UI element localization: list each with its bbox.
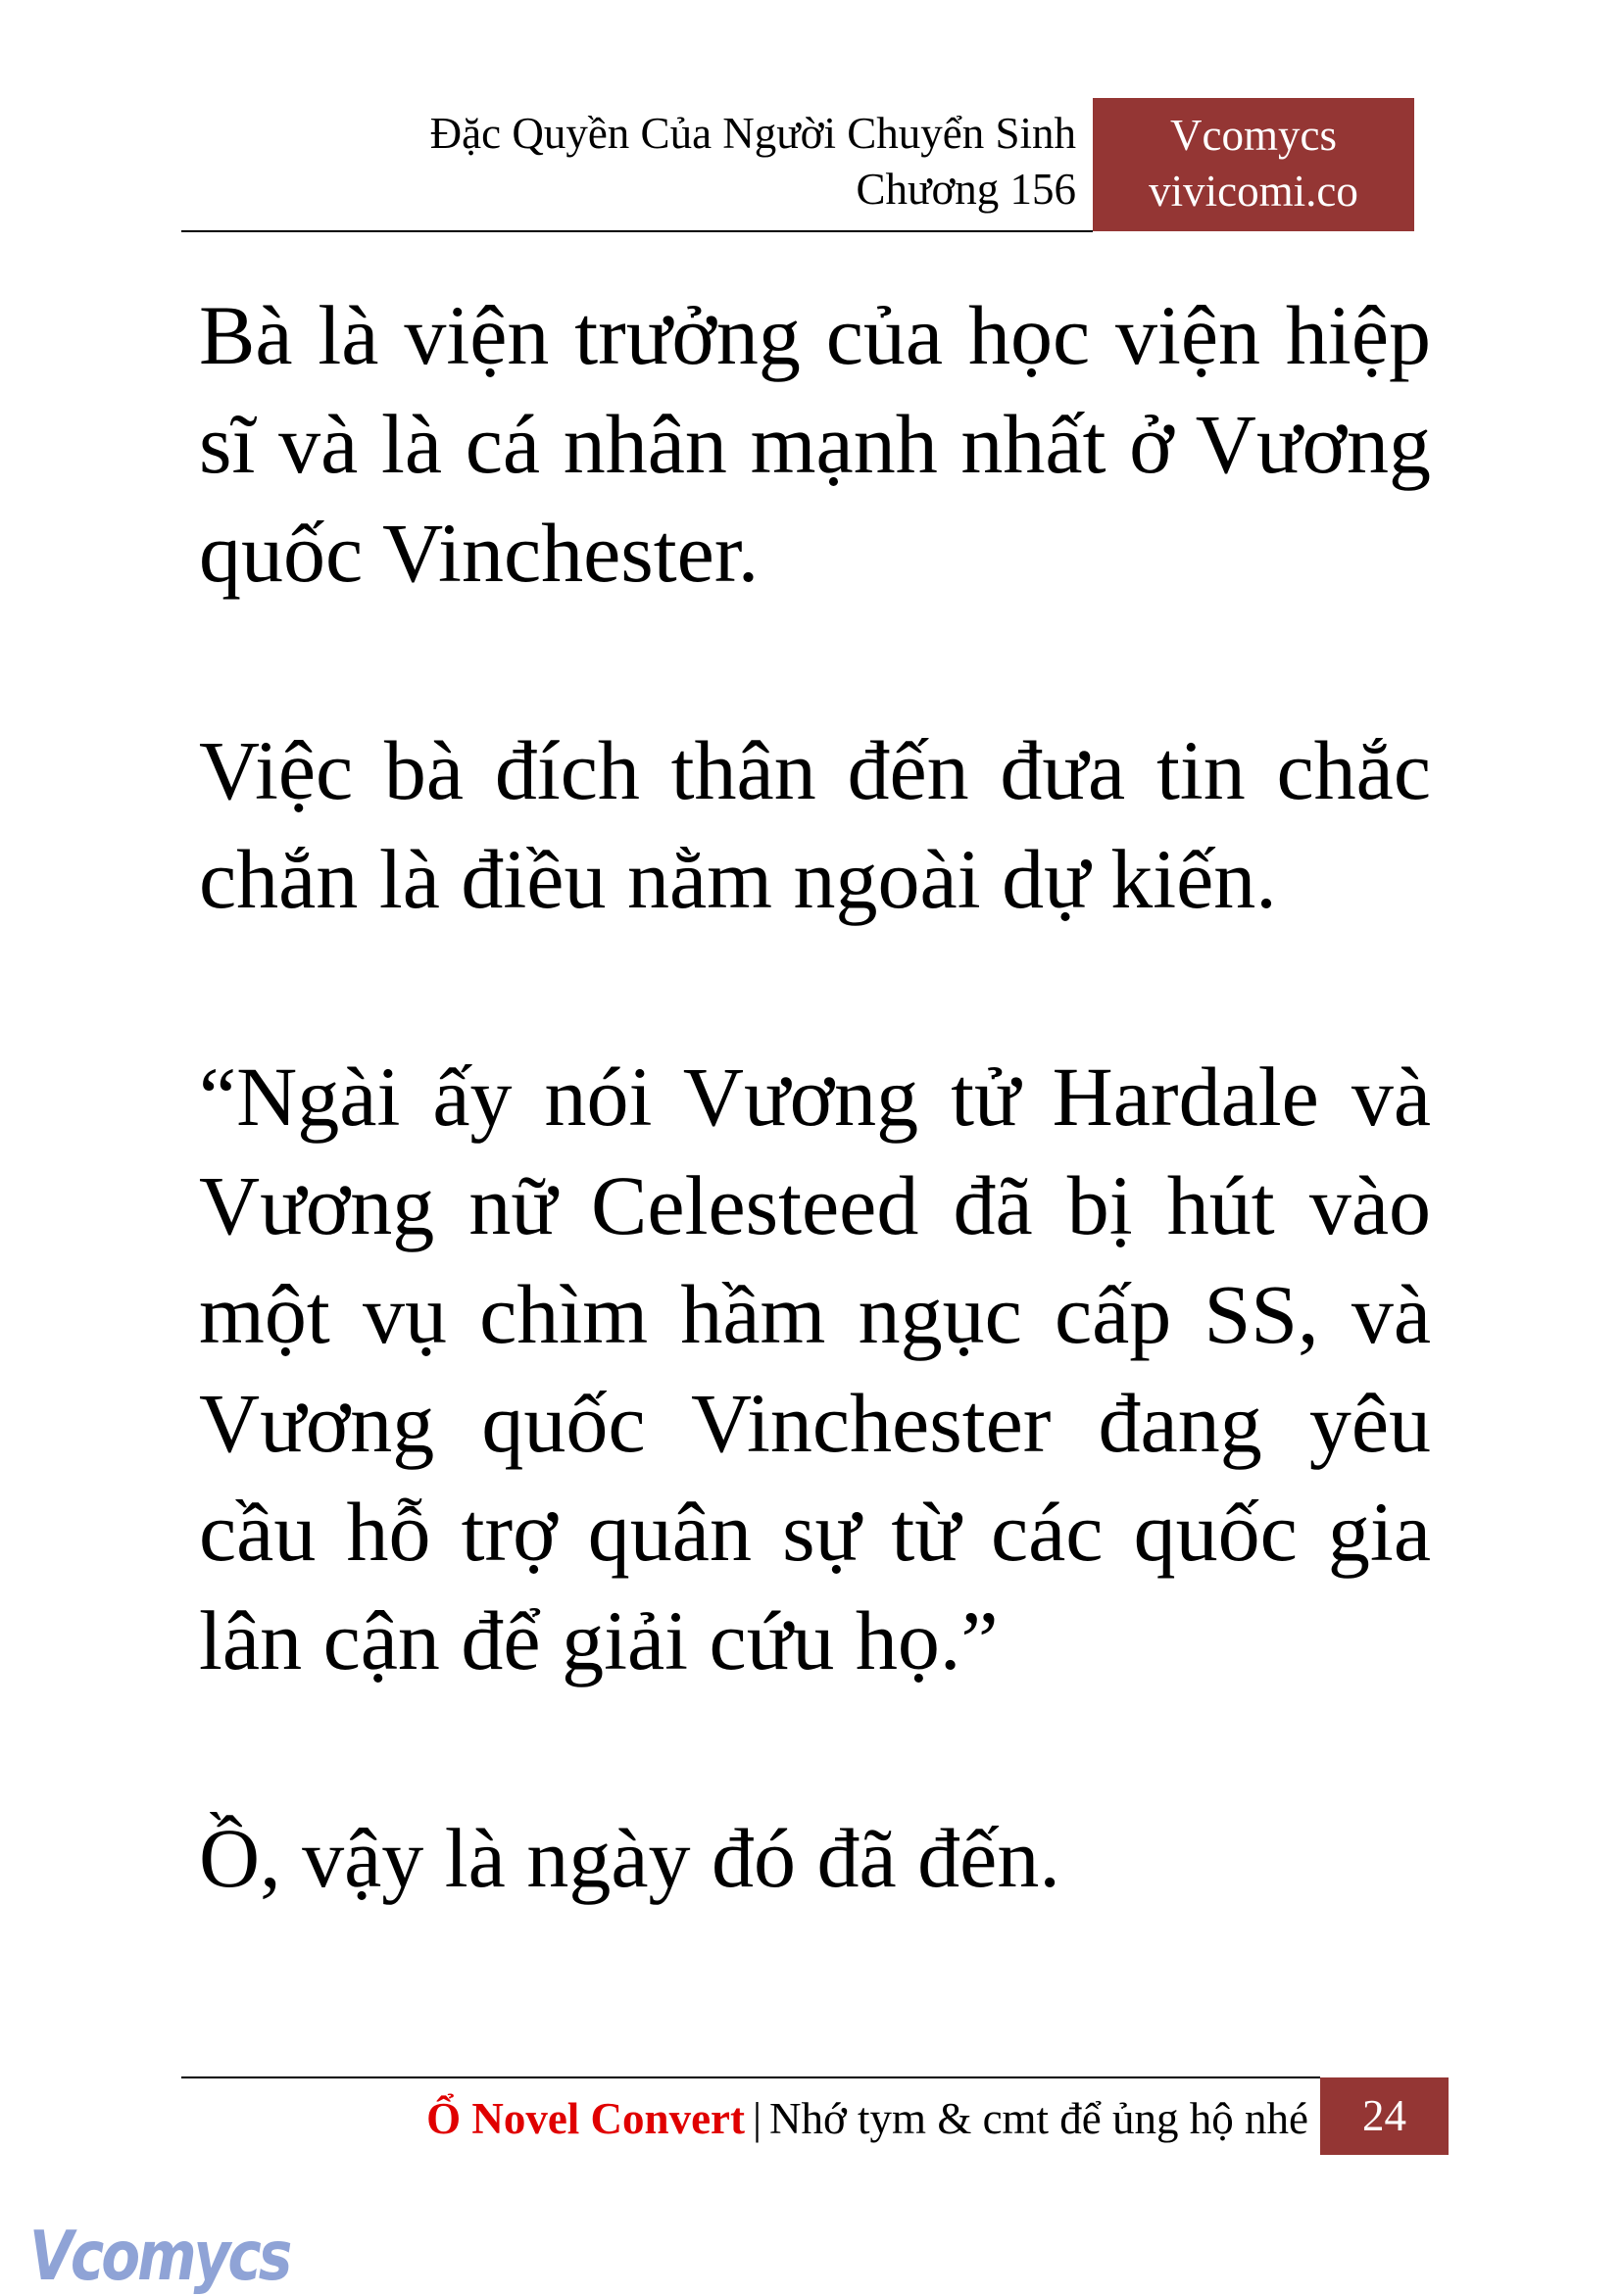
page-number: 24 — [1320, 2077, 1449, 2155]
footer-divider — [181, 2076, 1320, 2078]
paragraph: “Ngài ấy nói Vương tử Hardale và Vương nữ Celesteed đã bị hút vào một vụ chìm hầm ngục cấp SS, và Vương quốc Vinchester đang yêu cầu hỗ trợ quân sự từ các quốc gia lân cận để giải cứu họ.” — [199, 1050, 1431, 1687]
footer-separator: | — [753, 2094, 762, 2143]
paragraph: Việc bà đích thân đến đưa tin chắc chắn là điều nằm ngoài dự kiến. — [199, 723, 1431, 926]
vcomycs-logo: Vcomycs — [29, 2216, 290, 2296]
footer-brand: Ổ Novel Convert — [426, 2094, 745, 2143]
header-divider — [181, 230, 1093, 232]
chapter-label: Chương 156 — [856, 165, 1076, 214]
site-badge — [1093, 98, 1414, 231]
paragraph: Ồ, vậy là ngày đó đã đến. — [199, 1811, 1060, 1905]
site-url: vivicomi.co — [1149, 167, 1358, 216]
header-title-block — [430, 106, 1076, 218]
footer-text — [426, 2091, 1308, 2146]
footer-message: Nhớ tym & cmt để ủng hộ nhé — [769, 2094, 1308, 2143]
site-name: Vcomycs — [1170, 111, 1337, 160]
paragraph: Bà là viện trưởng của học viện hiệp sĩ và là cá nhân mạnh nhất ở Vương quốc Vinchester. — [199, 288, 1431, 600]
chapter-body — [199, 281, 1431, 2022]
book-title: Đặc Quyền Của Người Chuyển Sinh — [429, 109, 1076, 158]
